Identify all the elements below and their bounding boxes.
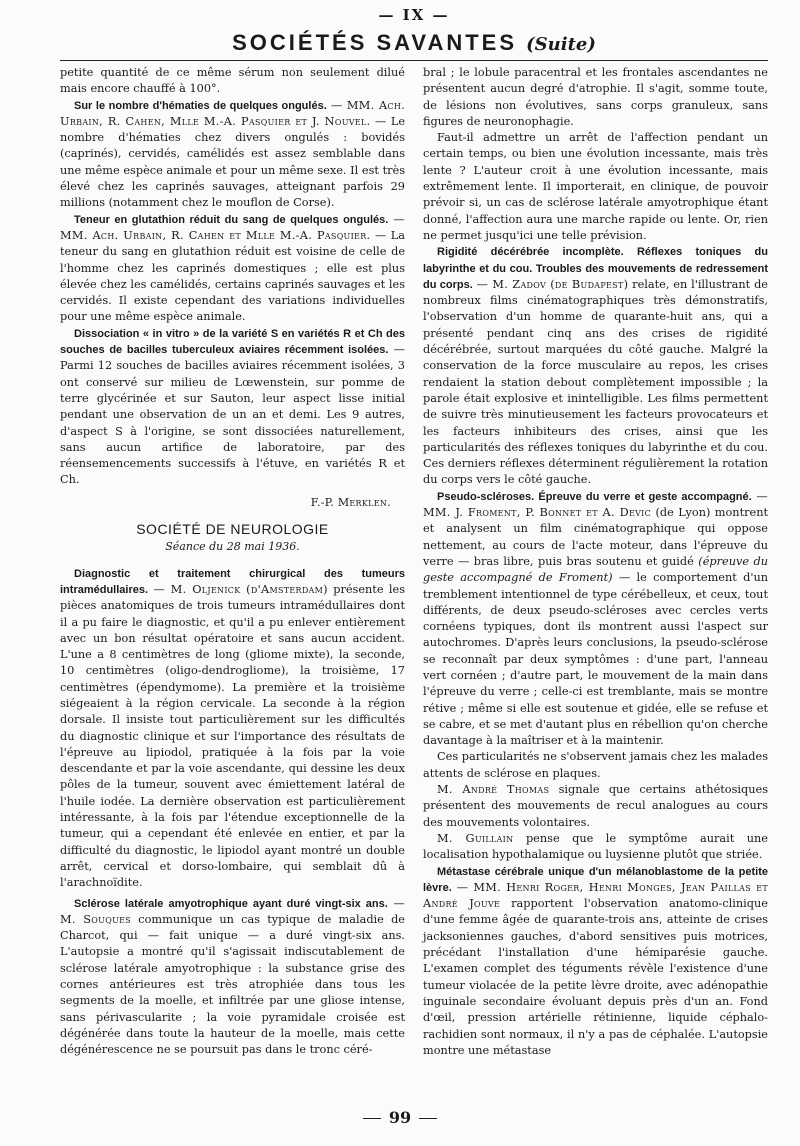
article-title: Rigidité décérébrée incomplète. Réflexes toniques du labyrinthe et du cou. Troubles des mouvements de redressement du corps. [423, 246, 768, 291]
article-authors: — MM. Henri Roger, Henri Monges, Jean Paillas et André Jouve [423, 880, 768, 911]
article-glutathion [60, 212, 405, 326]
signature: F.-P. Merklen. [310, 495, 391, 509]
paragraph: Ces particularités ne s'observent jamais chez les malades attents de sclérose en plaques. [423, 750, 768, 780]
article-authors: — MM. J. Froment, P. Bonnet et A. Devic [423, 489, 768, 520]
article-body: — La teneur du sang en glutathion réduit est voisine de celle de l'homme chez les caprinés domestiques ; elle est plus élevée chez les camélidés, certains caprinés sauvages et les cervidés. Il existe cependant des variations individuelles pour une même espèce animale. [60, 228, 406, 324]
running-head [60, 28, 768, 58]
speaker-name: M. Guillain [437, 831, 514, 845]
article-authors: — M. Oljenick (d'Amsterdam) [153, 582, 328, 596]
article-title: Pseudo-scléroses. Épreuve du verre et geste accompagné. [437, 490, 752, 503]
article-pseudo-scleroses [423, 489, 768, 750]
article-body: — Le nombre d'hématies chez divers ongulés : bovidés (caprinés), cervidés, camélidés est assez semblable dans une même espèce animale et pour un même sexe. Il est très élevé chez les caprinés sauvages, atteignant parfois 29 millions (notamment chez le mouflon de Corse). [60, 114, 406, 210]
column-left [60, 65, 405, 1095]
article-authors: — MM. Ach. Urbain, R. Cahen, Mlle M.-A. Pasquier et J. Nouvel. [60, 98, 405, 128]
article-authors: — M. Souques [60, 896, 405, 926]
article-body: (de Lyon) montrent et analysent un film cinématographique qui oppose nettement, au cours de l'acte moteur, dans l'épreuve du verre — bras libre, puis bras soutenu et guidé [423, 506, 768, 568]
society-heading: SOCIÉTÉ DE NEUROLOGIE [136, 521, 329, 538]
speaker-name: M. André Thomas [437, 783, 550, 797]
paragraph [423, 782, 768, 831]
article-authors: — M. Zadov (de Budapest) [476, 277, 629, 291]
article-body: communique un cas typique de maladie de Charcot, qui — fait unique — a duré vingt-six ans. L'autopsie a montré qu'il s'agissait indiscutablement de sclérose latérale amyotrophique : la substance grise des cornes antérieures est très atrophiée dans tous les segments de la moelle, et infiltrée par une gliose intense, sans périvascularite ; la voie pyramidale croisée est dégénérée dans toute la hauteur de la moelle, mais cette dégénérescence ne se poursuit pas dans le tronc céré- [60, 912, 405, 1057]
article-title: Sclérose latérale amyotrophique ayant duré vingt-six ans. [74, 897, 388, 910]
article-body: rapportent l'observation anatomo-clinique d'une femme âgée de quarante-trois ans, atteinte de crises jacksoniennes gauches, d'abord sensitives puis motrices, précédant l'installation d'une hémiparésie gauche. L'examen complet des téguments révèle l'existence d'une tumeur violacée de la petite lèvre droite, avec adénopathie inguinale secondaire évoluant depuis près d'un an. Fond d'œil, pression artérielle rétinienne, liquide céphalo-rachidien sont normaux, il n'y a pas de céphalée. L'autopsie montre une métastase [423, 897, 768, 1057]
page-number: 99 [0, 1108, 800, 1127]
running-head-title: SOCIÉTÉS SAVANTES [232, 30, 518, 55]
article-title: Diagnostic et traitement chirurgical des tumeurs intramédullaires. [60, 567, 405, 596]
article-title: Teneur en glutathion réduit du sang de quelques ongulés. [74, 213, 389, 226]
roman-folio: — IX — [378, 6, 450, 24]
article-title: Métastase cérébrale unique d'un mélanoblastome de la petite lèvre. [423, 865, 768, 894]
article-body: relate, en l'illustrant de nombreux films cinématographiques très démonstratifs, l'observation d'un homme de quarante-huit ans, qui a présenté pendant cinq ans des crises de rigidité décérébrée, surtout marquées du côté gauche. Malgré la conservation de la force musculaire au repos, les crises rendaient la station debout complètement impossible ; la parole était explosive et inintelligible. Les films permettent de suivre très minutieusement les facteurs provocateurs et les facteurs inhibiteurs des crises, ainsi que les particularités des réflexes toniques du labyrinthe et du cou. Ces derniers réflexes déterminent régulièrement la rotation du corps vers le côté gauche. [423, 277, 768, 487]
session-date: Séance du 28 mai 1936. [165, 540, 300, 554]
article-title: Dissociation « in vitro » de la variété S en variétés R et Ch des souches de bacilles tuberculeux aviaires récemment isolées. [60, 327, 405, 357]
continued-text: petite quantité de ce même sérum non seulement dilué mais encore chauffé à 100°. [60, 66, 405, 96]
text-columns [60, 65, 768, 1095]
article-hematies [60, 98, 405, 212]
running-head-suite: (Suite) [526, 34, 596, 55]
paragraph-text: pense que le symptôme aurait une localisation hypothalamique ou luysienne plutôt que striée. [423, 831, 768, 862]
paragraph [423, 831, 768, 864]
article-metastase [423, 864, 768, 1060]
article-authors: — MM. Ach. Urbain, R. Cahen et Mlle M.-A. Pasquier. [60, 212, 406, 242]
article-title: Sur le nombre d'hématies de quelques ongulés. [74, 99, 327, 112]
paragraph-text: signale que certains athétosiques présentent des mouvements de recul analogues au cours des mouvements volontaires. [423, 783, 768, 829]
paragraph: Faut-il admettre un arrêt de l'affection pendant un certain temps, ou bien une évolution incessante, mais très lente ? L'auteur croit à une évolution incessante, mais extrêmement lente. Il importerait, en clinique, de pouvoir prévoir si, un cas de sclérose latérale amyotrophique étant donné, l'affection aura une marche rapide ou lente. Or, rien ne permet jusqu'ici une telle prévision. [423, 131, 768, 242]
continued-text: bral ; le lobule paracentral et les frontales ascendantes ne présentent aucun degré d'atrophie. Il s'agit, somme toute, de lésions non évolutives, sans corps granuleux, sans figures de neuronophagie. [423, 66, 768, 128]
article-body: — le comportement d'un tremblement intentionnel de type cérébelleux, et ceux, tout différents, de deux pseudo-scléroses avec cercles verts cornéens typiques, dont ils montrent aussi l'aspect sur autochromes. D'après leurs conclusions, la pseudo-sclérose se reconnaît par deux symptômes : d'une part, l'anneau vert cornéen ; d'autre part, le mouvement de la main dans l'épreuve du verre ; celle-ci est tremblante, mais se montre rétive ; même si elle est soutenue et gidée, elle se refuse et se cabre, et se met d'autant plus en rébellion qu'on cherche davantage à la maîtriser et à la maintenir. [423, 571, 768, 748]
article-body-italic: (épreuve du geste accompagné de Froment) [423, 554, 768, 585]
article-body: présente les pièces anatomiques de trois tumeurs intramédullaires dont il a pu faire le diagnostic, et qu'il a pu enlever entièrement avec un bon résultat opératoire et sans aucun accident. L'une a 8 centimètres de long (gliome mixte), la seconde, 10 centimètres (oligo-dendrogliome), la troisième, 17 centimètres (épendymome). La première et la troisième siégeaient à la région cervicale. La seconde à la région dorsale. Il insiste tout particulièrement sur les difficultés du diagnostic clinique et sur l'importance des résultats de l'épreuve au lipiodol, pratiquée à la fois par la voie descendante et par la voie ascendante, qui dessine les deux pôles de la tumeur, souvent avec émiettement latéral de l'huile iodée. La dernière observation est particulièrement intéressante, à la fois par l'étendue exceptionnelle de la tumeur, qui a cependant été enlevée en entier, et par la difficulté du diagnostic, le lipiodol ayant montré un double arrêt, cervical et dorso-lombaire, qui semblait dû à l'arachnoïdite. [60, 582, 406, 890]
article-body: — Parmi 12 souches de bacilles aviaires récemment isolées, 3 ont conservé sur milieu de Lœwenstein, sur pomme de terre glycérinée et sur Sauton, leur aspect lisse initial pendant une observation de un an et demi. Les 9 autres, d'aspect S à l'origine, se sont dissociées naturellement, sans aucun artifice de laboratoire, par des réensemencements successifs à l'étuve, en variétés R et Ch. [60, 343, 406, 487]
article-sclerose [60, 896, 405, 1059]
article-dissociation [60, 326, 405, 489]
column-right [423, 65, 768, 1095]
article-rigidite [423, 244, 768, 488]
article-tumeurs [60, 566, 405, 892]
header-rule [60, 60, 768, 61]
